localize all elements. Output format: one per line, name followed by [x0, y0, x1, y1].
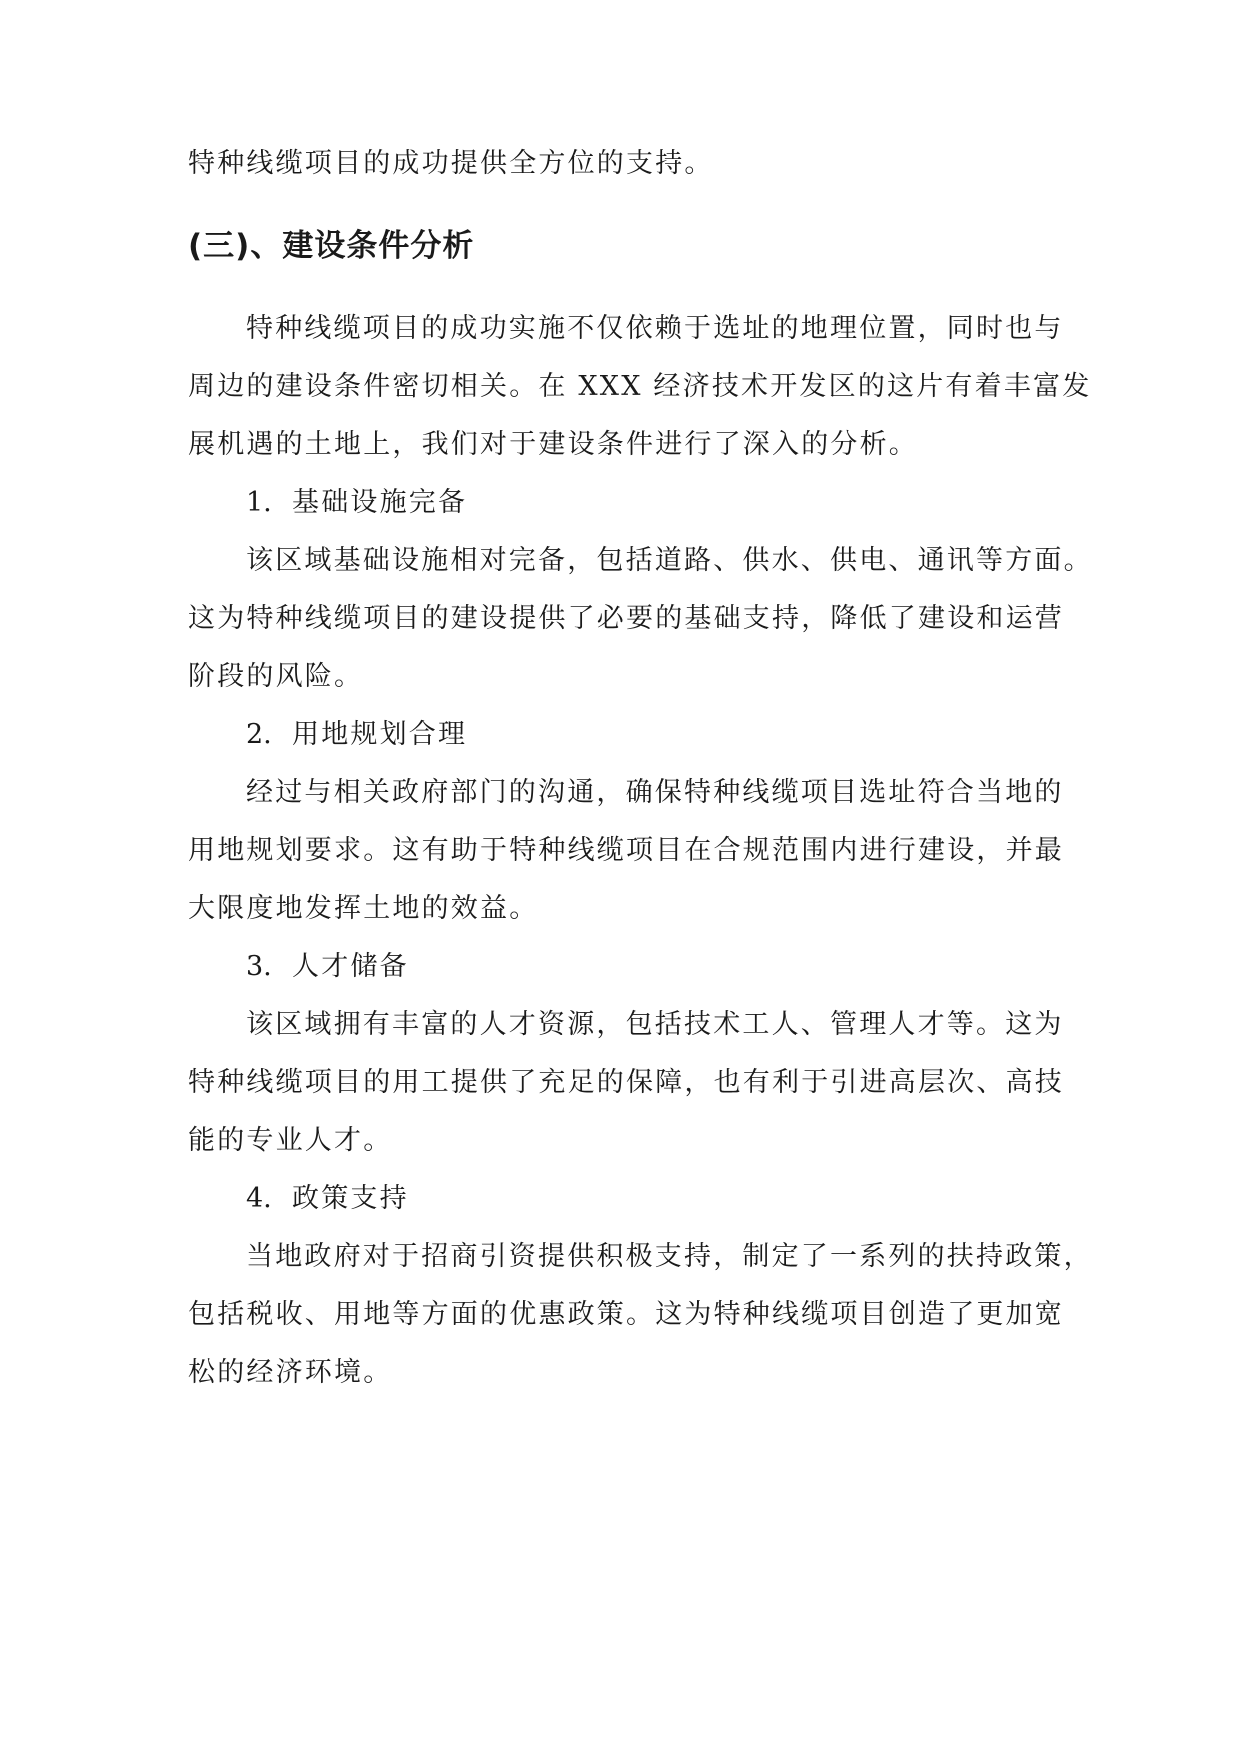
section-heading: (三)、建设条件分析: [188, 228, 475, 264]
paragraph-line: 特种线缆项目的成功实施不仅依赖于选址的地理位置，同时也与: [246, 313, 1064, 344]
paragraph-line: 经过与相关政府部门的沟通，确保特种线缆项目选址符合当地的: [246, 777, 1064, 808]
list-item-heading: [246, 1181, 1068, 1217]
paragraph-line: 这为特种线缆项目的建设提供了必要的基础支持，降低了建设和运营: [188, 603, 1064, 634]
paragraph-line: 包括税收、用地等方面的优惠政策。这为特种线缆项目创造了更加宽: [188, 1299, 1064, 1330]
list-item-title: 人才储备: [292, 951, 409, 982]
paragraph-line: 特种线缆项目的成功提供全方位的支持。: [188, 148, 714, 179]
list-item-heading: [246, 949, 1068, 985]
paragraph-line: 该区域基础设施相对完备，包括道路、供水、供电、通讯等方面。: [246, 545, 1093, 576]
list-item-title: 用地规划合理: [292, 719, 468, 750]
paragraph-line: 阶段的风险。: [188, 661, 364, 692]
paragraph-line: 周边的建设条件密切相关。在 XXX 经济技术开发区的这片有着丰富发: [188, 371, 1092, 402]
paragraph-line: 当地政府对于招商引资提供积极支持，制定了一系列的扶持政策，: [246, 1241, 1093, 1272]
list-item-title: 政策支持: [292, 1183, 409, 1214]
list-item-heading: [246, 717, 1068, 753]
paragraph-line: 大限度地发挥土地的效益。: [188, 893, 539, 924]
list-item-title: 基础设施完备: [292, 487, 468, 518]
list-item-number: 3.: [246, 951, 272, 982]
list-item-number: 4.: [246, 1183, 272, 1214]
list-item-number: 1.: [246, 487, 272, 518]
paragraph-line: 能的专业人才。: [188, 1125, 393, 1156]
list-item-heading: [246, 485, 1068, 521]
paragraph-line: 该区域拥有丰富的人才资源，包括技术工人、管理人才等。这为: [246, 1009, 1064, 1040]
paragraph-line: 松的经济环境。: [188, 1357, 393, 1388]
list-item-number: 2.: [246, 719, 272, 750]
paragraph-line: 展机遇的土地上，我们对于建设条件进行了深入的分析。: [188, 429, 918, 460]
paragraph-line: 特种线缆项目的用工提供了充足的保障，也有利于引进高层次、高技: [188, 1067, 1064, 1098]
paragraph-line: 用地规划要求。这有助于特种线缆项目在合规范围内进行建设，并最: [188, 835, 1064, 866]
